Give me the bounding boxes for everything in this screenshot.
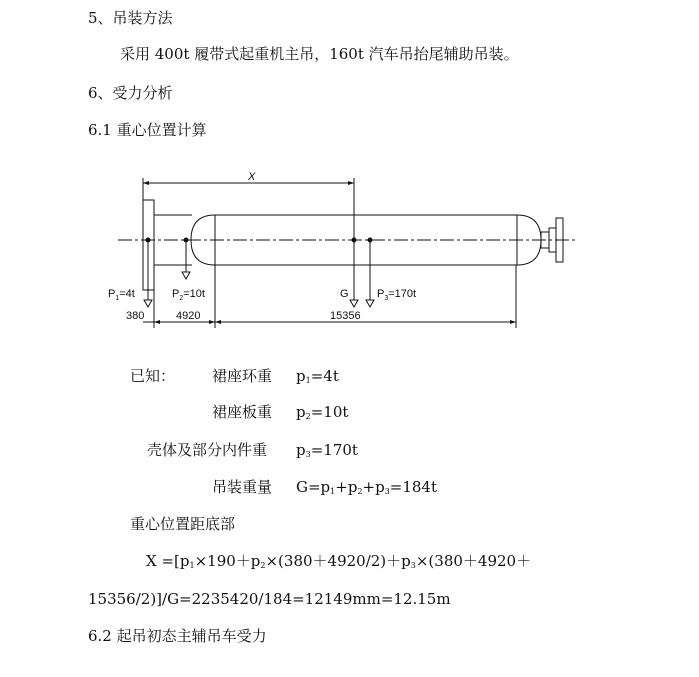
g-label: G xyxy=(340,288,349,300)
p3-arrowhead xyxy=(366,300,374,307)
p2-label: $P_2=10t$ xyxy=(172,288,205,302)
known-row4-name: 吊装重量 xyxy=(212,478,273,496)
known-row3-value: $p_3=170t$ xyxy=(296,441,358,459)
known-row2-value: $p_2=10t$ xyxy=(296,403,349,421)
formula-line-2: 15356/2)]/G=2235420/184=12149mm=12.15m xyxy=(88,590,451,608)
formula-line-1: $X =[p_1\times 190+p_2\times(380+4920/2)+p_3\times(380+4920+$ xyxy=(146,552,532,570)
dim-15356: 15356 xyxy=(330,310,361,322)
known-label: 已知： xyxy=(130,367,176,385)
p3-label: $P_3=170t$ xyxy=(377,288,417,302)
p2-arrowhead xyxy=(182,272,190,279)
known-row2-name: 裙座板重 xyxy=(212,403,273,421)
dim-380: 380 xyxy=(126,310,145,322)
known-row3-name: 壳体及部分内件重 xyxy=(147,441,268,459)
section-6-title: 6、受力分析 xyxy=(88,84,173,102)
g-arrowhead xyxy=(350,300,358,307)
section-5-body: 采用 400t 履带式起重机主吊，160t 汽车吊抬尾辅助吊装。 xyxy=(120,45,519,63)
formula-heading: 重心位置距底部 xyxy=(130,515,236,533)
x-dim-arrow-left xyxy=(143,181,149,185)
known-row1-value: $p_1=4t$ xyxy=(296,367,339,385)
section-6-2-title: 6.2 起吊初态主辅吊车受力 xyxy=(88,627,267,645)
known-row1-name: 裙座环重 xyxy=(212,367,273,385)
p1-arrowhead xyxy=(144,300,152,307)
p1-label: $P_1=4t$ xyxy=(108,288,135,302)
section-6-1-title: 6.1 重心位置计算 xyxy=(88,121,207,139)
x-dim-arrow-right xyxy=(348,181,354,185)
known-row4-value: $G=p_1+p_2+p_3=184t$ xyxy=(296,478,438,496)
section-5-title: 5、吊装方法 xyxy=(88,9,173,27)
x-dim-label: X xyxy=(248,171,256,183)
dim-4920: 4920 xyxy=(176,310,201,322)
